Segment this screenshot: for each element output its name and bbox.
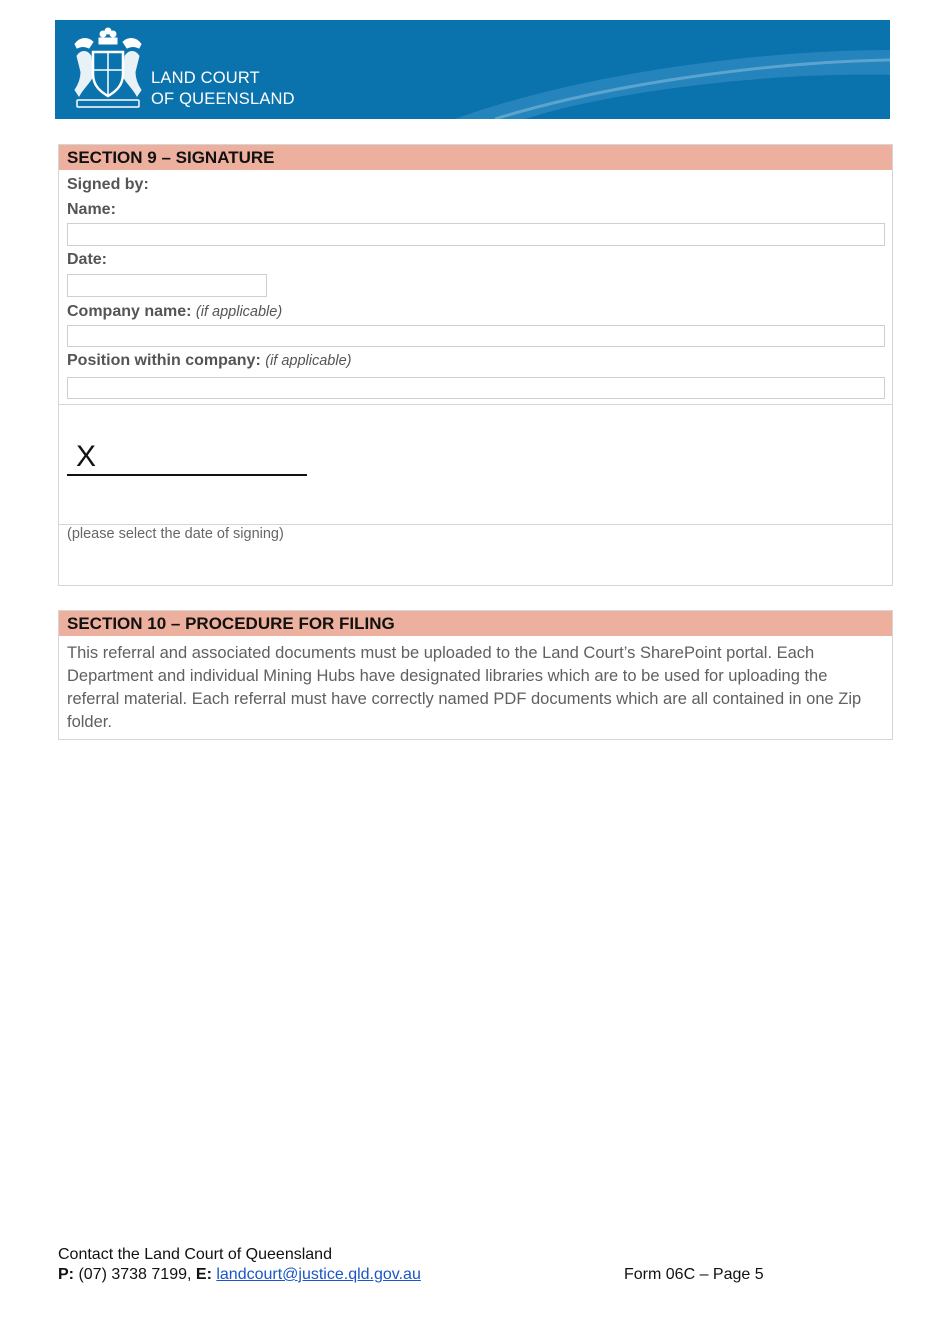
date-of-signing-field[interactable]: (please select the date of signing): [67, 526, 284, 542]
name-field[interactable]: [67, 223, 885, 246]
queensland-coat-of-arms-icon: [69, 26, 147, 110]
section-signature: [58, 144, 893, 586]
signed-by-label: Signed by:: [67, 176, 149, 193]
org-name-line2: OF QUEENSLAND: [151, 90, 295, 108]
date-field[interactable]: [67, 274, 267, 297]
section-10-title: SECTION 10 – PROCEDURE FOR FILING: [59, 610, 892, 636]
position-hint: (if applicable): [265, 353, 352, 369]
position-field[interactable]: [67, 377, 885, 399]
contact-details: [58, 1265, 888, 1285]
form-page-number: Form 06C – Page 5: [624, 1266, 764, 1283]
company-name-field[interactable]: [67, 325, 885, 347]
company-name-label-text: Company name:: [67, 303, 192, 320]
section-9-title: SECTION 9 – SIGNATURE: [59, 144, 892, 170]
footer: [58, 1245, 888, 1285]
email-label: E:: [195, 1266, 212, 1283]
signature-mark: X: [76, 440, 97, 473]
contact-line: Contact the Land Court of Queensland: [58, 1246, 332, 1263]
divider: [59, 404, 892, 405]
company-name-label: [67, 303, 282, 321]
position-label: [67, 352, 351, 370]
procedure-text: This referral and associated documents must be uploaded to the Land Court’s SharePoint portal. Each Department and individual Mining Hubs have designated libraries which are to be used for uploading the referral material. Each referral must have correctly named PDF documents which are all contained in one Zip folder.: [67, 644, 862, 731]
header-banner: [55, 20, 890, 119]
company-name-hint: (if applicable): [195, 304, 283, 320]
name-label: Name:: [67, 201, 116, 218]
divider: [59, 524, 892, 525]
phone-label: P:: [58, 1266, 74, 1283]
email-link[interactable]: landcourt@justice.qld.gov.au: [216, 1266, 421, 1283]
org-name-line1: LAND COURT: [151, 69, 260, 87]
org-name: [151, 68, 295, 110]
section-procedure: [58, 610, 893, 740]
date-label: Date:: [67, 251, 108, 268]
position-label-text: Position within company:: [67, 352, 261, 369]
phone-value: (07) 3738 7199,: [78, 1266, 192, 1283]
signature-line[interactable]: [67, 474, 307, 476]
